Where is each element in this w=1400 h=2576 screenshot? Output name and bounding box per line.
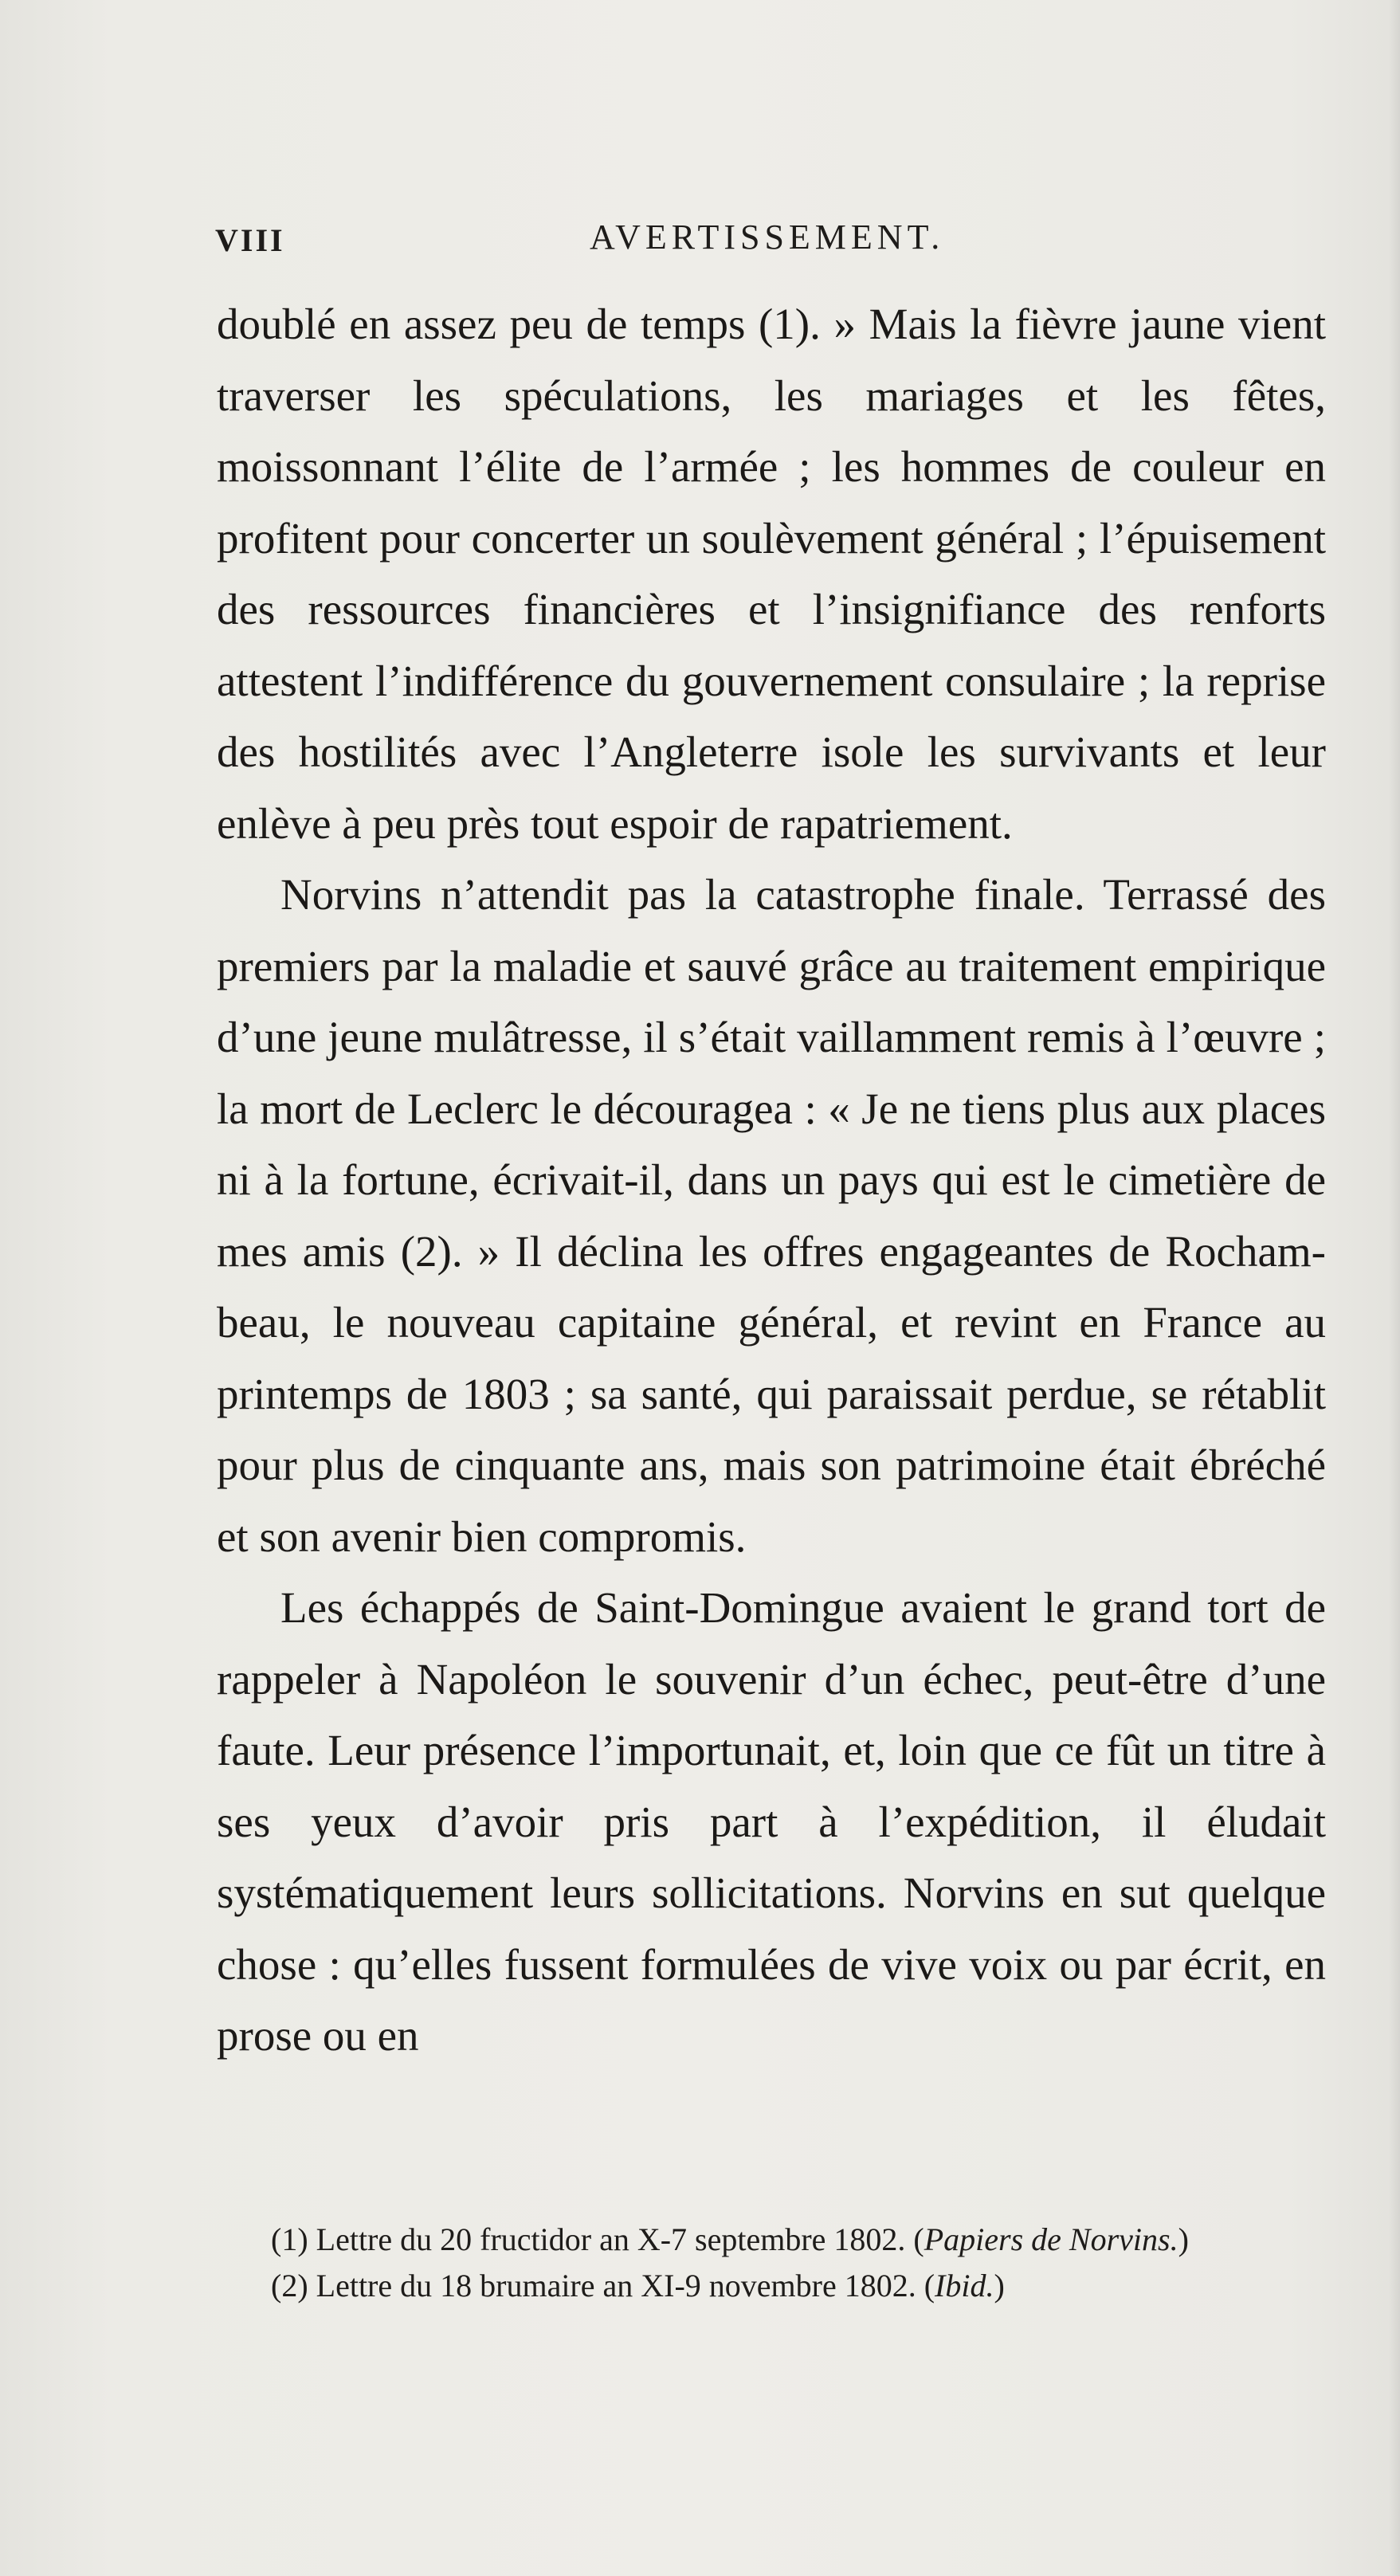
footnote-1-work: Papiers de Norvins. <box>924 2221 1178 2257</box>
paragraph-2: Norvins n’attendit pas la catastrophe finale. Terrassé des premiers par la maladie et sauvé grâce au traitement empirique d’une jeune mulâtresse, il s’était vaillamment remis à l’œuvre ; la mort de Leclerc le découragea : « Je ne tiens plus aux places ni à la fortune, écrivait-il, dans un pays qui est le cimetière de mes amis (2). » Il déclina les offres engageantes de Rochambeau, le nouveau capitaine général, et revint en France au printemps de 1803 ; sa santé, qui paraissait perdue, se rétablit pour plus de cinquante ans, mais son patrimoine était ébréché et son avenir bien compromis. <box>217 870 1326 1561</box>
footnote-1 <box>271 2217 1331 2263</box>
running-title: AVERTISSEMENT. <box>590 218 945 257</box>
footnote-2-text: (2) Lettre du 18 brumaire an XI-9 novembre 1802. ( <box>271 2268 935 2304</box>
paragraph-1: doublé en assez peu de temps (1). » Mais la fièvre jaune vient traverser les spéculations, les mariages et les fêtes, moissonnant l’élite de l’armée ; les hommes de couleur en profitent pour concerter un soulèvement général ; l’épuisement des ressources financières et l’insignifiance des renforts attestent l’indifférence du gouvernement consulaire ; la reprise des hostilités avec l’Angleterre isole les survivants et leur enlève à peu près tout espoir de rapatriement. <box>217 300 1326 848</box>
paragraph-3: Les échappés de Saint-Domingue avaient le grand tort de rappeler à Napoléon le souvenir d’un échec, peut-être d’une faute. Leur présence l’importunait, et, loin que ce fût un titre à ses yeux d’avoir pris part à l’expédition, il éludait systématiquement leurs sollicitations. Norvins en sut quelque chose : qu’elles fussent formulées de vive voix ou par écrit, en prose ou en <box>217 1583 1326 2060</box>
footnote-2-work: Ibid. <box>935 2268 994 2304</box>
footnote-1-close: ) <box>1178 2221 1189 2257</box>
footnotes <box>271 2217 1331 2309</box>
running-head <box>215 217 1327 265</box>
footnote-2 <box>271 2263 1331 2309</box>
footnote-2-close: ) <box>994 2268 1005 2304</box>
page-number: VIII <box>215 222 285 258</box>
footnote-1-text: (1) Lettre du 20 fructidor an X-7 septembre 1802. ( <box>271 2221 924 2257</box>
body-text <box>217 288 1326 2072</box>
page-edge-shadow <box>1389 0 1400 2576</box>
